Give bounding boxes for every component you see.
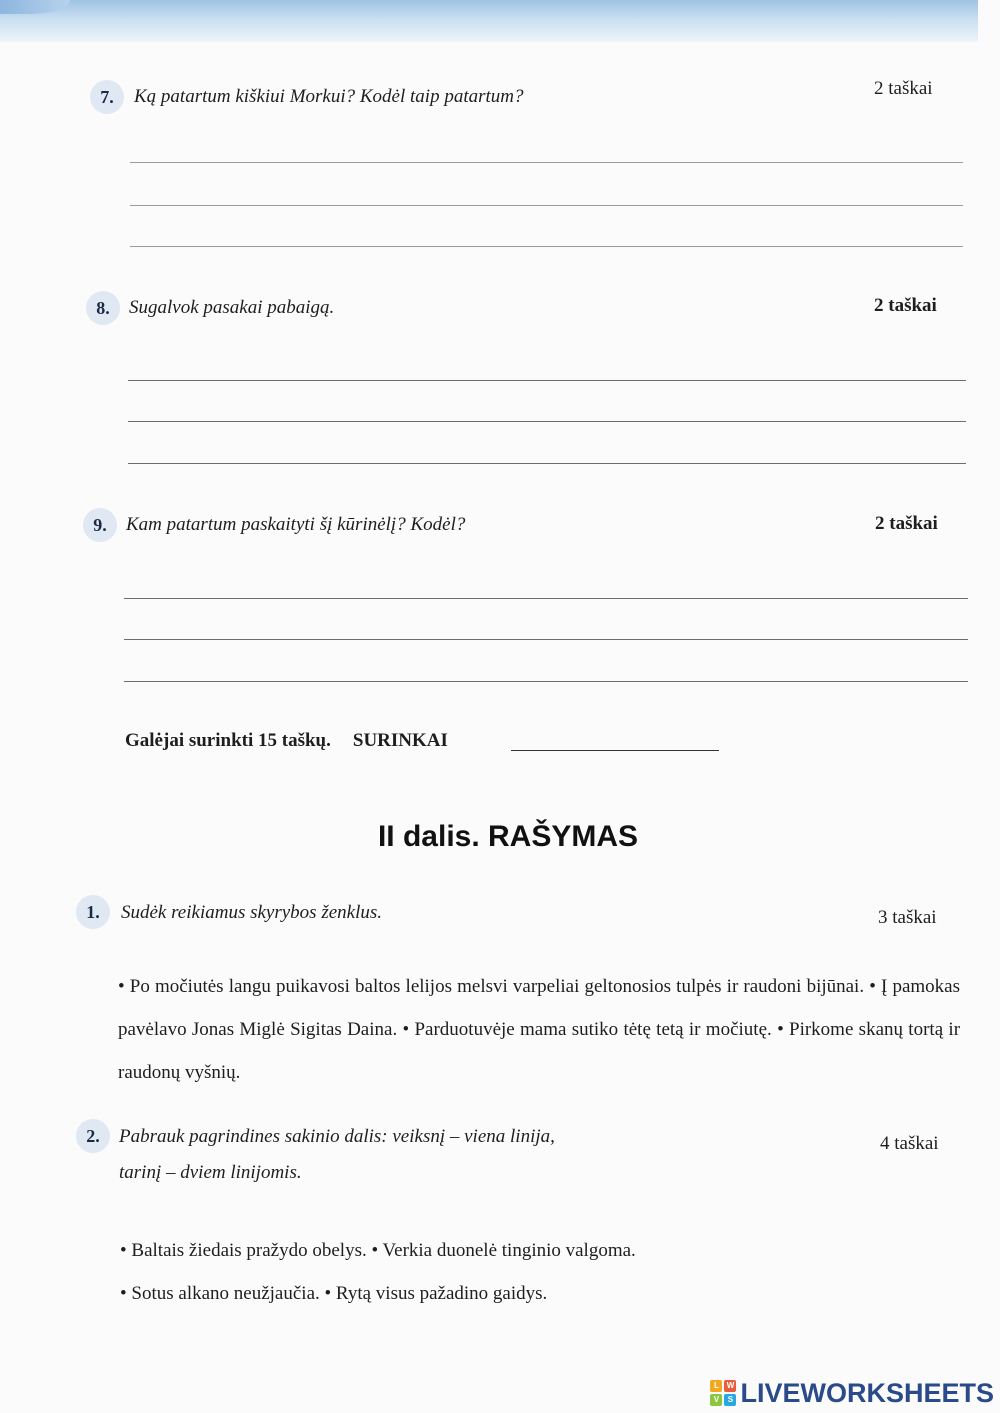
answer-line[interactable] [124,681,968,682]
question-points: 2 taškai [875,513,938,534]
question-text: Sugalvok pasakai pabaigą. [129,297,335,318]
answer-line[interactable] [124,639,968,640]
score-summary [125,730,448,752]
question-text-line2: tarinį – dviem linijomis. [119,1162,302,1183]
question-points: 2 taškai [874,78,933,99]
score-summary-text: Galėjai surinkti 15 taškų. [125,730,331,751]
answer-line[interactable] [130,205,963,206]
question-number: 1. [76,895,110,929]
exercise-sentence: • Į pamokas pavėlavo Jonas Miglė Sigitas Daina. [118,976,960,1040]
score-input-line[interactable] [511,750,719,751]
exercise-sentence: • Po močiutės langu puikavosi baltos lelijos melsvi varpeliai geltonosios tulpės ir raudoni bijūnai. [118,976,865,997]
question-number: 2. [76,1119,110,1153]
question-text: Kam patartum paskaityti šį kūrinėlį? Kodėl? [126,514,466,535]
page-header-band [0,0,978,42]
question-points: 3 taškai [878,907,937,928]
logo-tile: W [724,1380,736,1392]
answer-line[interactable] [128,380,966,381]
section-title: II dalis. RAŠYMAS [377,820,639,853]
answer-line[interactable] [128,463,966,464]
answer-line[interactable] [130,246,963,247]
score-summary-label: SURINKAI [352,730,448,751]
question-points: 2 taškai [874,295,937,316]
punctuation-exercise-text [118,965,960,1094]
answer-line[interactable] [124,598,968,599]
question-text: Ką patartum kiškiui Morkui? Kodėl taip patartum? [134,86,524,107]
question-text-line1: Pabrauk pagrindines sakinio dalis: veiksnį – viena linija, [119,1126,555,1147]
answer-line[interactable] [128,421,966,422]
logo-tile: S [724,1394,736,1406]
logo-tile: L [710,1380,722,1392]
liveworksheets-logo [710,1377,994,1409]
exercise-sentence: • Parduotuvėje mama sutiko tėtę tetą ir močiutę. [402,1019,772,1040]
question-points: 4 taškai [880,1133,939,1154]
sentence-list-row: • Baltais žiedais pražydo obelys. • Verkia duonelė tinginio valgoma. [120,1240,636,1261]
question-number: 9. [83,508,117,542]
logo-tile: V [710,1394,722,1406]
sentence-list-row: • Sotus alkano neužjaučia. • Rytą visus pažadino gaidys. [120,1283,548,1304]
question-text: Sudėk reikiamus skyrybos ženklus. [121,902,383,923]
logo-grid-icon [710,1380,736,1406]
brand-name: LIVEWORKSHEETS [740,1377,994,1408]
answer-line[interactable] [130,162,963,163]
question-number: 7. [90,80,124,114]
exercise-sentence: • Pirkome skanų tortą ir raudonų vyšnių. [118,1019,961,1083]
question-number: 8. [86,291,120,325]
